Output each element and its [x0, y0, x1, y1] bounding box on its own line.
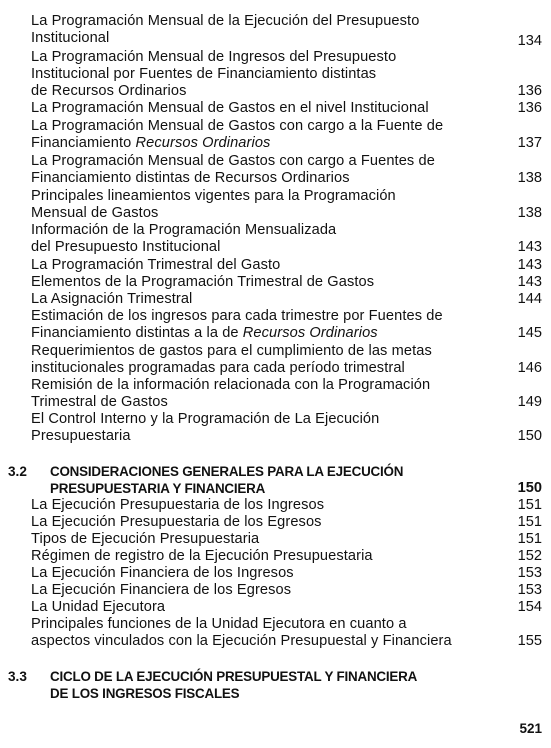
toc-page-number: 155: [517, 633, 542, 649]
toc-entry-text: La Ejecución Financiera de los Egresos: [31, 582, 292, 598]
toc-page-number: 151: [517, 514, 542, 530]
toc-entry-text: La Programación Mensual de Gastos en el nivel Institucional: [31, 100, 429, 116]
toc-entry-text: Estimación de los ingresos para cada trimestre por Fuentes de: [31, 308, 443, 324]
toc-entry-text: La Programación Trimestral del Gasto: [31, 257, 281, 273]
toc-entry-text: La Programación Mensual de la Ejecución del Presupuesto: [31, 13, 420, 29]
toc-page-number: 134: [517, 33, 542, 49]
toc-entry-text: [31, 135, 521, 152]
section-title: CONSIDERACIONES GENERALES PARA LA EJECUCIÓN: [50, 464, 404, 479]
section-title: CICLO DE LA EJECUCIÓN PRESUPUESTAL Y FINANCIERA: [50, 669, 418, 684]
toc-entry-text: Elementos de la Programación Trimestral de Gastos: [31, 274, 375, 290]
toc-entry-text: La Ejecución Presupuestaria de los Ingresos: [31, 497, 325, 513]
toc-entry-text: Mensual de Gastos: [31, 205, 159, 221]
toc-entry-text: [31, 325, 521, 342]
toc-entry-text-part: Financiamiento: [31, 135, 136, 151]
section-title: DE LOS INGRESOS FISCALES: [50, 686, 240, 701]
toc-entry-text: La Programación Mensual de Ingresos del Presupuesto: [31, 49, 397, 65]
toc-page-number: 154: [517, 599, 542, 615]
toc-entry-text-italic: Recursos Ordinarios: [135, 135, 271, 151]
toc-entry-text: Remisión de la información relacionada con la Programación: [31, 377, 431, 393]
toc-entry-text: Principales lineamientos vigentes para la Programación: [31, 188, 396, 204]
toc-page-number: 151: [517, 497, 542, 513]
toc-page-number: 143: [517, 274, 542, 290]
toc-entry-text: Trimestral de Gastos: [31, 394, 168, 410]
toc-page-number: 143: [517, 239, 542, 255]
toc-page-number: 136: [517, 83, 542, 99]
toc-entry-text: Presupuestaria: [31, 428, 131, 444]
toc-entry-text: El Control Interno y la Programación de La Ejecución: [31, 411, 380, 427]
toc-page-number: 149: [517, 394, 542, 410]
toc-entry-text: La Asignación Trimestral: [31, 291, 193, 307]
toc-entry-text: Principales funciones de la Unidad Ejecutora en cuanto a: [31, 616, 407, 632]
toc-entry-text: de Recursos Ordinarios: [31, 83, 187, 99]
toc-page-number: 145: [517, 325, 542, 341]
toc-entry-text: del Presupuesto Institucional: [31, 239, 221, 255]
section-title: PRESUPUESTARIA Y FINANCIERA: [50, 481, 266, 496]
toc-page-number: 143: [517, 257, 542, 273]
toc-entry-text: Financiamiento distintas de Recursos Ordinarios: [31, 170, 350, 186]
toc-entry-text: Institucional: [31, 30, 110, 46]
toc-entry-text-italic: Recursos Ordinarios: [242, 325, 378, 341]
toc-page-number: 144: [517, 291, 542, 307]
toc-page-number: 152: [517, 548, 542, 564]
toc-entry-text: La Ejecución Financiera de los Ingresos: [31, 565, 294, 581]
toc-page-number: 138: [517, 205, 542, 221]
toc-page-number: 137: [517, 135, 542, 151]
toc-entry-text-part: Financiamiento distintas a la de: [31, 325, 243, 341]
page-folio: 521: [519, 721, 542, 736]
toc-page-number: 150: [517, 428, 542, 444]
toc-entry-text: La Programación Mensual de Gastos con cargo a la Fuente de: [31, 118, 444, 134]
toc-entry-text: aspectos vinculados con la Ejecución Presupuestal y Financiera: [31, 633, 452, 649]
toc-page-number: 136: [517, 100, 542, 116]
toc-entry-text: Tipos de Ejecución Presupuestaria: [31, 531, 260, 547]
toc-entry-text: institucionales programadas para cada período trimestral: [31, 360, 405, 376]
toc-entry-text: Institucional por Fuentes de Financiamiento distintas: [31, 66, 377, 82]
toc-page-number: 153: [517, 582, 542, 598]
toc-entry-text: Requerimientos de gastos para el cumplimiento de las metas: [31, 343, 432, 359]
toc-page-number: 153: [517, 565, 542, 581]
toc-entry-text: Información de la Programación Mensualizada: [31, 222, 337, 238]
section-page-number: 150: [517, 480, 542, 496]
section-number: 3.3: [8, 669, 27, 684]
section-number: 3.2: [8, 464, 27, 479]
toc-page-number: 151: [517, 531, 542, 547]
toc-entry-text: La Ejecución Presupuestaria de los Egresos: [31, 514, 322, 530]
toc-page-number: 138: [517, 170, 542, 186]
toc-entry-text: La Programación Mensual de Gastos con cargo a Fuentes de: [31, 153, 435, 169]
toc-entry-text: La Unidad Ejecutora: [31, 599, 166, 615]
toc-page-number: 146: [517, 360, 542, 376]
toc-entry-text: Régimen de registro de la Ejecución Presupuestaria: [31, 548, 373, 564]
